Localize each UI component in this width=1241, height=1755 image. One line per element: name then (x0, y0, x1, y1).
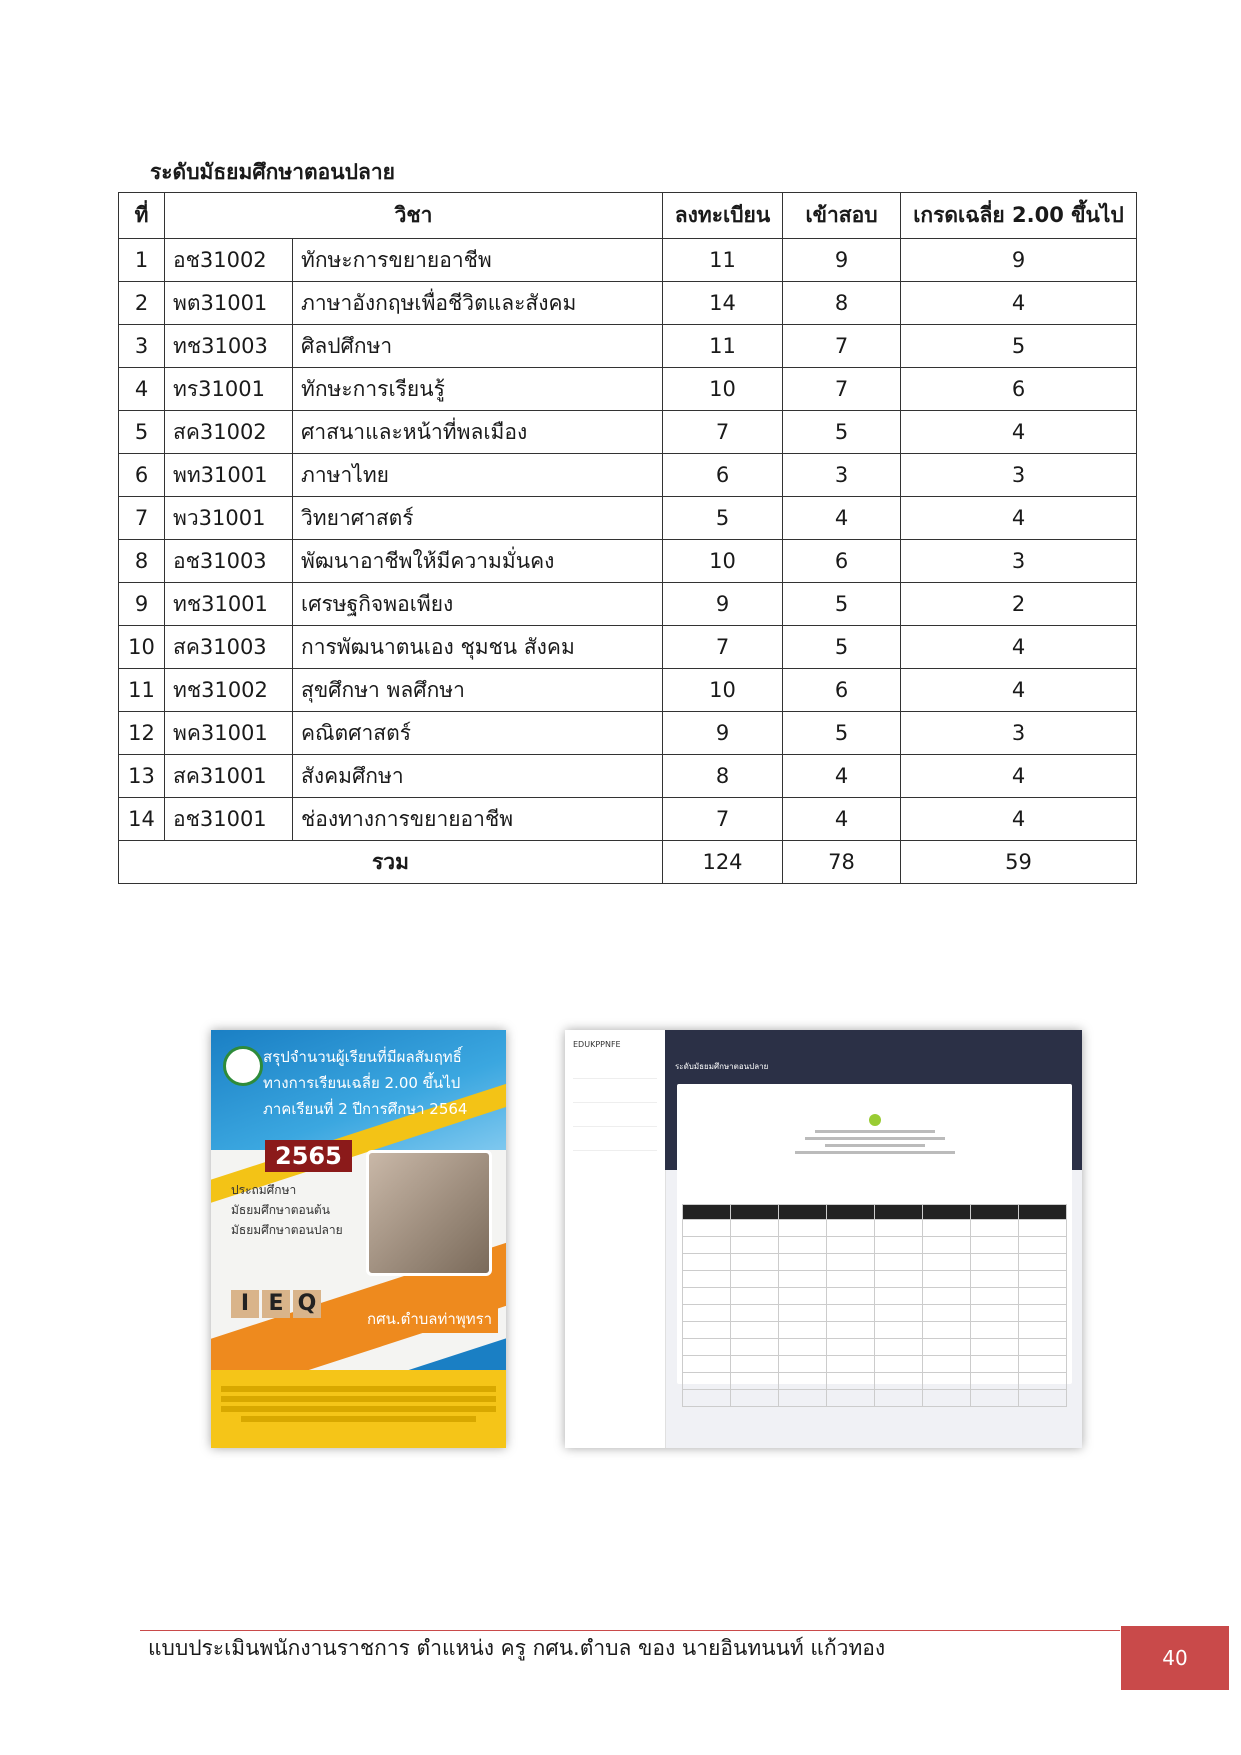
page-number: 40 (1121, 1626, 1229, 1690)
tested-count: 3 (783, 454, 901, 497)
subject-name: ศาสนาและหน้าที่พลเมือง (293, 411, 663, 454)
header-no: ที่ (119, 193, 165, 239)
row-no: 3 (119, 325, 165, 368)
total-gpa: 59 (901, 841, 1137, 884)
nfe-logo-icon (223, 1046, 263, 1086)
row-no: 2 (119, 282, 165, 325)
row-no: 6 (119, 454, 165, 497)
table-row (119, 411, 1137, 454)
total-registered: 124 (663, 841, 783, 884)
registered-count: 7 (663, 411, 783, 454)
registered-count: 10 (663, 368, 783, 411)
gpa-count: 4 (901, 282, 1137, 325)
subject-code: พต31001 (165, 282, 293, 325)
gpa-count: 6 (901, 368, 1137, 411)
subject-name: เศรษฐกิจพอเพียง (293, 583, 663, 626)
table-row (119, 712, 1137, 755)
tested-count: 9 (783, 239, 901, 282)
subject-code: พค31001 (165, 712, 293, 755)
subject-name: ทักษะการขยายอาชีพ (293, 239, 663, 282)
registered-count: 11 (663, 325, 783, 368)
table-row (119, 239, 1137, 282)
gpa-count: 9 (901, 239, 1137, 282)
subject-name: พัฒนาอาชีพให้มีความมั่นคง (293, 540, 663, 583)
students-photo (366, 1150, 492, 1276)
gpa-count: 4 (901, 411, 1137, 454)
tested-count: 4 (783, 497, 901, 540)
table-row (119, 755, 1137, 798)
gpa-count: 3 (901, 540, 1137, 583)
poster-level-item: มัธยมศึกษาตอนต้น (231, 1203, 330, 1217)
dashboard-screenshot-image (565, 1030, 1082, 1448)
tested-count: 5 (783, 626, 901, 669)
registered-count: 9 (663, 712, 783, 755)
poster-org-text (221, 1382, 496, 1426)
subject-code: สค31001 (165, 755, 293, 798)
iq-eq-blocks (231, 1290, 324, 1318)
poster-title-line: ทางการเรียนเฉลี่ย 2.00 ขึ้นไป (263, 1074, 461, 1092)
registered-count: 11 (663, 239, 783, 282)
registered-count: 14 (663, 282, 783, 325)
results-table (118, 192, 1137, 884)
table-header-row (119, 193, 1137, 239)
subject-code: อช31001 (165, 798, 293, 841)
registered-count: 6 (663, 454, 783, 497)
tested-count: 5 (783, 411, 901, 454)
row-no: 10 (119, 626, 165, 669)
subject-name: สังคมศึกษา (293, 755, 663, 798)
total-row (119, 841, 1137, 884)
subject-code: อช31003 (165, 540, 293, 583)
subject-code: ทร31001 (165, 368, 293, 411)
subject-code: พว31001 (165, 497, 293, 540)
subject-code: ทช31001 (165, 583, 293, 626)
gpa-count: 4 (901, 798, 1137, 841)
nav-item (573, 1066, 657, 1079)
gpa-count: 4 (901, 497, 1137, 540)
subject-code: สค31002 (165, 411, 293, 454)
header-registered: ลงทะเบียน (663, 193, 783, 239)
table-row (119, 497, 1137, 540)
gpa-count: 4 (901, 626, 1137, 669)
tested-count: 5 (783, 583, 901, 626)
gpa-count: 2 (901, 583, 1137, 626)
subject-code: พท31001 (165, 454, 293, 497)
gpa-count: 5 (901, 325, 1137, 368)
row-no: 11 (119, 669, 165, 712)
subject-name: ทักษะการเรียนรู้ (293, 368, 663, 411)
poster-level-item: ประถมศึกษา (231, 1183, 297, 1197)
table-row (119, 669, 1137, 712)
subject-name: ศิลปศึกษา (293, 325, 663, 368)
row-no: 8 (119, 540, 165, 583)
gpa-count: 4 (901, 669, 1137, 712)
subject-name: วิทยาศาสตร์ (293, 497, 663, 540)
footer-text: แบบประเมินพนักงานราชการ ตำแหน่ง ครู กศน.ตำบล ของ นายอินทนนท์ แก้วทอง (148, 1636, 886, 1660)
table-row (119, 540, 1137, 583)
dashboard-card (677, 1084, 1072, 1384)
tested-count: 8 (783, 282, 901, 325)
poster-levels (231, 1180, 343, 1240)
table-row (119, 583, 1137, 626)
row-no: 5 (119, 411, 165, 454)
gpa-count: 4 (901, 755, 1137, 798)
subject-code: ทช31002 (165, 669, 293, 712)
subject-name: ภาษาไทย (293, 454, 663, 497)
registered-count: 9 (663, 583, 783, 626)
row-no: 13 (119, 755, 165, 798)
section-title: ระดับมัธยมศึกษาตอนปลาย (150, 160, 395, 184)
tested-count: 5 (783, 712, 901, 755)
row-no: 14 (119, 798, 165, 841)
summary-poster-image (211, 1030, 506, 1448)
subject-name: ภาษาอังกฤษเพื่อชีวิตและสังคม (293, 282, 663, 325)
poster-title-line: ภาคเรียนที่ 2 ปีการศึกษา 2564 (263, 1100, 468, 1118)
document-preview (677, 1114, 1072, 1158)
poster-center-name: กศน.ตำบลท่าพุทรา (361, 1305, 498, 1333)
tested-count: 4 (783, 755, 901, 798)
table-row (119, 626, 1137, 669)
poster-level-item: มัธยมศึกษาตอนปลาย (231, 1223, 343, 1237)
total-tested: 78 (783, 841, 901, 884)
row-no: 9 (119, 583, 165, 626)
nav-item (573, 1114, 657, 1127)
tested-count: 6 (783, 669, 901, 712)
registered-count: 5 (663, 497, 783, 540)
letter-block: Q (293, 1290, 321, 1318)
header-gpa: เกรดเฉลี่ย 2.00 ขึ้นไป (901, 193, 1137, 239)
registered-count: 7 (663, 798, 783, 841)
table-row (119, 454, 1137, 497)
dashboard-mini-table (682, 1204, 1067, 1407)
table-row (119, 325, 1137, 368)
row-no: 7 (119, 497, 165, 540)
table-row (119, 368, 1137, 411)
row-no: 4 (119, 368, 165, 411)
tested-count: 7 (783, 325, 901, 368)
tested-count: 4 (783, 798, 901, 841)
letter-block: I (231, 1290, 259, 1318)
dashboard-heading: ระดับมัธยมศึกษาตอนปลาย (675, 1062, 769, 1071)
registered-count: 10 (663, 669, 783, 712)
poster-year: 2565 (265, 1140, 352, 1172)
footer-divider (140, 1630, 1120, 1631)
gpa-count: 3 (901, 454, 1137, 497)
gpa-count: 3 (901, 712, 1137, 755)
nav-item (573, 1138, 657, 1151)
subject-name: สุขศึกษา พลศึกษา (293, 669, 663, 712)
subject-code: สค31003 (165, 626, 293, 669)
row-no: 12 (119, 712, 165, 755)
registered-count: 8 (663, 755, 783, 798)
table-row (119, 282, 1137, 325)
poster-title (263, 1044, 498, 1122)
tested-count: 7 (783, 368, 901, 411)
subject-name: คณิตศาสตร์ (293, 712, 663, 755)
header-tested: เข้าสอบ (783, 193, 901, 239)
poster-title-line: สรุปจำนวนผู้เรียนที่มีผลสัมฤทธิ์ (263, 1048, 462, 1066)
registered-count: 7 (663, 626, 783, 669)
table-row (119, 798, 1137, 841)
registered-count: 10 (663, 540, 783, 583)
subject-name: การพัฒนาตนเอง ชุมชน สังคม (293, 626, 663, 669)
subject-code: อช31002 (165, 239, 293, 282)
dashboard-brand: EDUKPPNFE (573, 1040, 621, 1049)
subject-code: ทช31003 (165, 325, 293, 368)
tested-count: 6 (783, 540, 901, 583)
letter-block: E (262, 1290, 290, 1318)
row-no: 1 (119, 239, 165, 282)
nav-item (573, 1090, 657, 1103)
total-label: รวม (119, 841, 663, 884)
subject-name: ช่องทางการขยายอาชีพ (293, 798, 663, 841)
header-subject: วิชา (165, 193, 663, 239)
